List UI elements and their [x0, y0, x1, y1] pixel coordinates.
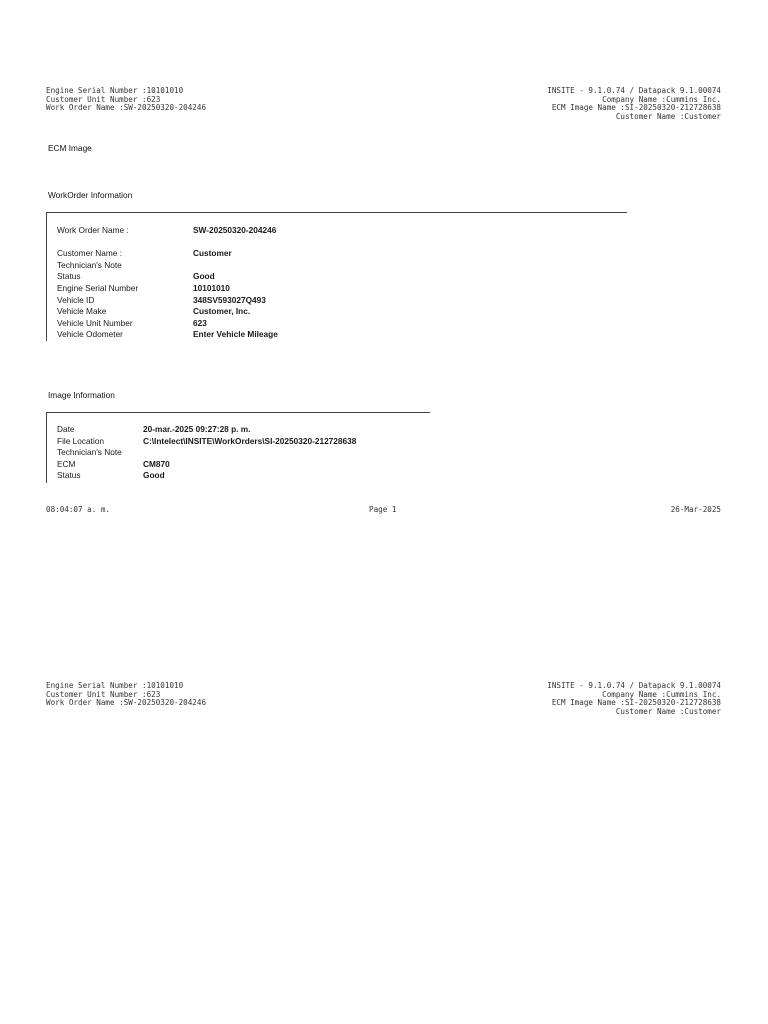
footer-date: 26-Mar-2025 — [670, 505, 721, 514]
info-value: 348SV593027Q493 — [193, 294, 266, 305]
page2-header-right — [547, 682, 721, 716]
info-label: Date — [57, 424, 75, 434]
header-engine-serial: Engine Serial Number :10101010 — [46, 86, 184, 95]
info-row — [57, 237, 617, 249]
info-label: ECM — [57, 458, 76, 469]
page1-header-right — [547, 87, 721, 121]
header-company-name: Company Name :Cummins Inc. — [602, 689, 721, 699]
info-row — [57, 329, 617, 341]
info-label: File Location — [57, 435, 105, 446]
info-value: CM870 — [143, 458, 170, 469]
info-label: Vehicle ID — [57, 294, 95, 305]
header-work-order-name: Work Order Name :SW-20250320-204246 — [46, 698, 207, 708]
info-row — [57, 447, 427, 459]
info-label: Vehicle Odometer — [57, 329, 123, 340]
header-ecm-image-name: ECM Image Name :SI-20250320-212728638 — [551, 698, 721, 708]
header-ecm-image-name: ECM Image Name :SI-20250320-212728638 — [551, 103, 721, 113]
info-value: Good — [193, 271, 215, 282]
info-label: Engine Serial Number — [57, 283, 139, 293]
info-row — [57, 271, 617, 283]
info-value: SW-20250320-204246 — [193, 225, 277, 235]
info-row — [57, 459, 427, 471]
info-row — [57, 306, 617, 318]
info-row — [57, 260, 617, 272]
info-label: Technician's Note — [57, 447, 122, 458]
info-value: C:\Intelect\INSITE\WorkOrders\SI-20250320-212728638 — [143, 435, 357, 446]
ecm-image-title: ECM Image — [48, 143, 92, 153]
header-company-name: Company Name :Cummins Inc. — [602, 94, 721, 104]
header-engine-serial: Engine Serial Number :10101010 — [46, 681, 184, 690]
header-insite-version: INSITE - 9.1.0.74 / Datapack 9.1.00074 — [547, 86, 721, 95]
info-value: 10101010 — [193, 283, 230, 293]
info-label: Status — [57, 271, 81, 282]
header-work-order-name: Work Order Name :SW-20250320-204246 — [46, 103, 207, 113]
image-info-section-title: Image Information — [48, 390, 115, 400]
info-label: Technician's Note — [57, 259, 122, 270]
info-label: Customer Name : — [57, 248, 123, 259]
info-row — [57, 225, 617, 237]
footer-page-number: Page 1 — [369, 505, 397, 514]
info-value: Good — [143, 470, 165, 481]
page1-header-left — [46, 87, 206, 113]
info-value: Customer, Inc. — [193, 306, 251, 317]
info-label: Status — [57, 470, 81, 481]
footer-time: 08:04:07 a. m. — [46, 505, 111, 514]
header-customer-name: Customer Name :Customer — [615, 706, 721, 716]
info-row — [57, 318, 617, 330]
info-label: Vehicle Make — [57, 306, 107, 317]
workorder-section-title: WorkOrder Information — [48, 190, 133, 200]
header-insite-version: INSITE - 9.1.0.74 / Datapack 9.1.00074 — [547, 681, 721, 690]
info-row — [57, 295, 617, 307]
info-label: Vehicle Unit Number — [57, 317, 133, 328]
page2-header-left — [46, 682, 206, 708]
info-row — [57, 470, 427, 482]
info-value: Customer — [193, 248, 232, 259]
header-customer-unit: Customer Unit Number :623 — [46, 94, 161, 104]
info-row — [57, 436, 427, 448]
info-value: 20-mar.-2025 09:27:28 p. m. — [143, 424, 251, 434]
info-value: Enter Vehicle Mileage — [193, 329, 278, 340]
header-customer-unit: Customer Unit Number :623 — [46, 689, 161, 699]
info-row — [57, 283, 617, 295]
info-value: 623 — [193, 317, 207, 328]
info-row — [57, 248, 617, 260]
info-row — [57, 424, 427, 436]
info-label: Work Order Name : — [57, 225, 129, 235]
header-customer-name: Customer Name :Customer — [615, 111, 721, 121]
